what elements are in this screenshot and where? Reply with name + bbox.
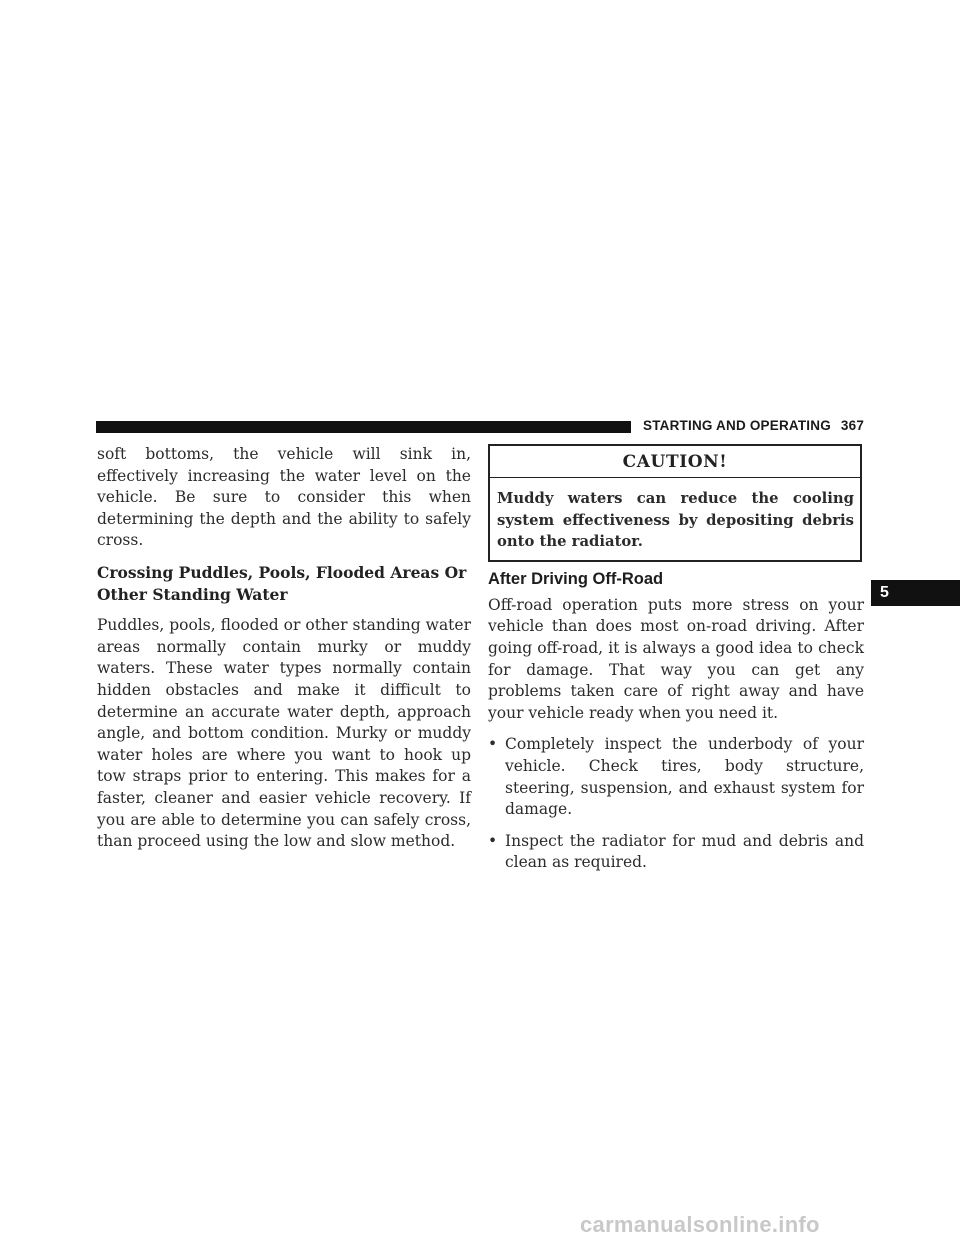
body-paragraph-off-road: Off-road operation puts more stress on your vehicle than does most on-road driving. After going off-road, it is always a good idea to check for damage. That way you can get any problems taken care of right away and have your vehicle ready when you need it.	[488, 595, 864, 722]
list-item-text: Inspect the radiator for mud and debris and clean as required.	[505, 831, 864, 872]
subheading-crossing-puddles: Crossing Puddles, Pools, Flooded Areas Or Other Standing Water	[97, 562, 467, 604]
caution-text: Muddy waters can reduce the cooling system effectiveness by depositing debris onto the radiator.	[497, 490, 854, 551]
section-title: STARTING AND OPERATING	[643, 418, 831, 433]
chapter-tab: 5	[871, 580, 960, 606]
list-item	[488, 734, 864, 820]
watermark: carmanualsonline.info	[580, 1212, 820, 1237]
bullet-icon: •	[488, 831, 498, 850]
running-header	[643, 418, 864, 433]
header-rule	[96, 421, 631, 433]
list-item-text: Completely inspect the underbody of your vehicle. Check tires, body structure, steering, suspension, and exhaust system for damage.	[505, 735, 864, 819]
left-column	[97, 444, 471, 853]
right-column	[488, 444, 864, 884]
page-number: 367	[840, 418, 865, 433]
heading-after-driving-off-road: After Driving Off-Road	[488, 569, 664, 588]
caution-title: CAUTION!	[490, 446, 860, 478]
body-paragraph-continued: soft bottoms, the vehicle will sink in, effectively increasing the water level on the vehicle. Be sure to consider this when determining the depth and the ability to safely cross.	[97, 445, 471, 550]
inspection-list	[488, 734, 864, 874]
list-item	[488, 831, 864, 874]
caution-box	[488, 444, 862, 562]
bullet-icon: •	[488, 735, 498, 754]
body-paragraph-puddles: Puddles, pools, flooded or other standing water areas normally contain murky or muddy waters. These water types normally contain hidden obstacles and make it difficult to determine an accurate water depth, approach angle, and bottom condition. Murky or muddy water holes are where you want to hook up tow straps prior to entering. This makes for a faster, cleaner and easier vehicle recovery. If you are able to determine you can safely cross, than proceed using the low and slow method.	[97, 616, 471, 851]
